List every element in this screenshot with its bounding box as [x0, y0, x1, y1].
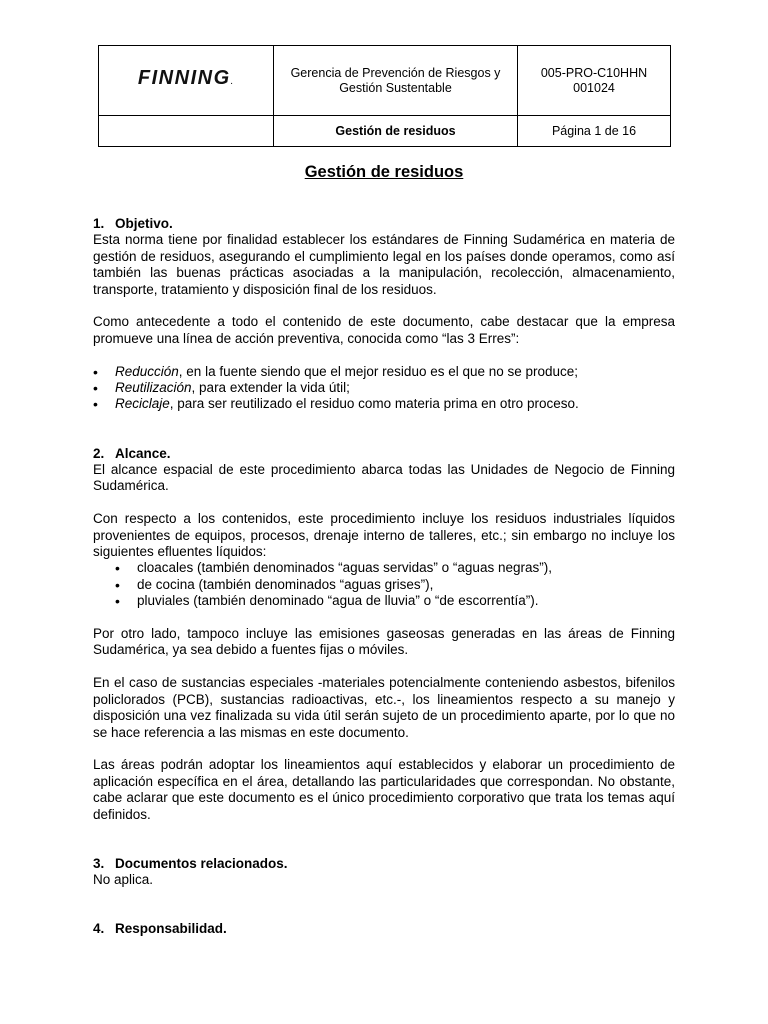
effluents-list: [93, 560, 675, 609]
alcance-paragraph-2: Con respecto a los contenidos, este procedimiento incluye los residuos industriales líquidos provenientes de equipos, procesos, drenaje interno de talleres, etc.; sin embargo no incluye los siguientes efluentes líquidos:: [93, 511, 675, 560]
section-heading-objetivo: 1. Objetivo.: [93, 216, 173, 231]
document-header-table: [98, 45, 671, 147]
alcance-paragraph-3: Por otro lado, tampoco incluye las emisiones gaseosas generadas en las áreas de Finning Sudamérica, ya sea debido a fuentes fijas o móviles.: [93, 626, 675, 658]
objetivo-paragraph-1: Esta norma tiene por finalidad establecer los estándares de Finning Sudamérica en materia de gestión de residuos, asegurando el cumplimiento legal en los países donde operamos, como así también las buenas prácticas asociadas a la manipulación, recolección, almacenamiento, transporte, tratamiento y disposición final de los residuos.: [93, 232, 675, 297]
doc-code-line1: 005-PRO-C10HHN: [540, 65, 648, 80]
subject-cell: Gestión de residuos: [274, 116, 518, 147]
section-heading-alcance: 2. Alcance.: [93, 445, 171, 461]
department-cell: Gerencia de Prevención de Riesgos y Gestión Sustentable: [274, 46, 518, 116]
finning-logo: FINNING.: [137, 67, 235, 89]
document-title: Gestión de residuos: [304, 163, 464, 181]
page-info-cell: Página 1 de 16: [518, 116, 671, 147]
objetivo-paragraph-2: Como antecedente a todo el contenido de este documento, cabe destacar que la empresa promueve una línea de acción preventiva, conocida como “las 3 Erres”:: [93, 314, 675, 346]
section-heading-documentos: 3. Documentos relacionados.: [93, 855, 288, 871]
documentos-paragraph-1: No aplica.: [93, 872, 154, 888]
three-rs-list: [93, 364, 675, 413]
empty-cell: [99, 116, 274, 147]
list-item: • Reducción, en la fuente siendo que el mejor residuo es el que no se produce;: [93, 364, 675, 380]
list-item: • pluviales (también denominado “agua de lluvia” o “de escorrentía”).: [115, 593, 675, 609]
list-item: • cloacales (también denominados “aguas servidas” o “aguas negras”),: [115, 560, 675, 576]
doc-code-line2: 001024: [573, 80, 615, 95]
logo-cell: [99, 46, 274, 116]
list-item: • Reciclaje, para ser reutilizado el residuo como materia prima en otro proceso.: [93, 396, 675, 412]
alcance-paragraph-1: El alcance espacial de este procedimiento abarca todas las Unidades de Negocio de Finning Sudamérica.: [93, 462, 675, 494]
document-body: [93, 216, 675, 938]
alcance-paragraph-5: Las áreas podrán adoptar los lineamientos aquí establecidos y elaborar un procedimiento de aplicación específica en el área, detallando las particularidades que correspondan. No obstante, cabe aclarar que este documento es el único procedimiento corporativo que trata los temas aquí definidos.: [93, 757, 675, 822]
list-item: • Reutilización, para extender la vida útil;: [93, 380, 675, 396]
section-heading-responsabilidad: 4. Responsabilidad.: [93, 921, 227, 937]
doc-code-cell: [518, 46, 671, 116]
list-item: • de cocina (también denominados “aguas grises”),: [115, 577, 675, 593]
alcance-paragraph-4: En el caso de sustancias especiales -materiales potencialmente conteniendo asbestos, bifenilos policlorados (PCB), sustancias radioactivas, etc.-, los lineamientos respecto a su manejo y disposición una vez finalizada su vida útil serán sujeto de un procedimiento aparte, por lo que no se hace referencia a las mismas en este documento.: [93, 675, 675, 740]
